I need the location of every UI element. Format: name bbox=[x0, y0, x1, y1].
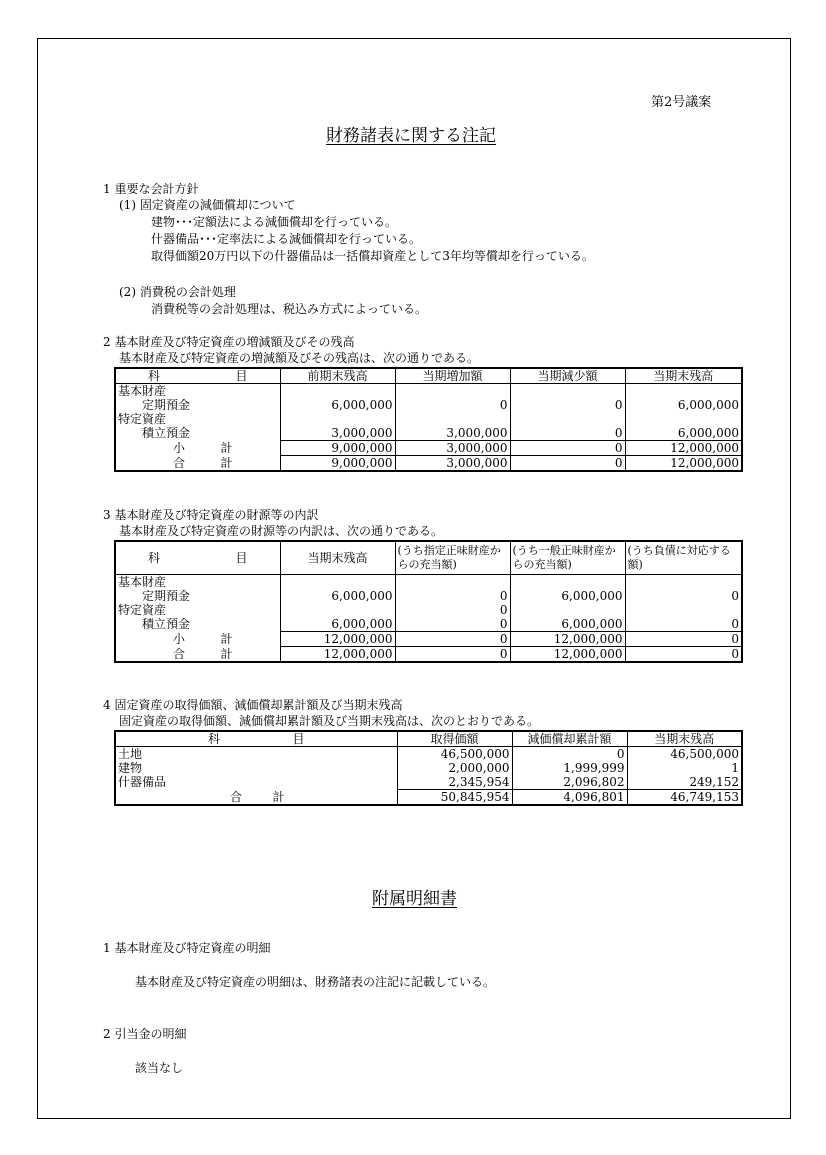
table-asset-sources bbox=[114, 540, 743, 663]
section-1-line4: 消費税等の会計処理は、税込み方式によっている。 bbox=[151, 302, 428, 316]
header-acquisition: 取得価額 bbox=[397, 731, 512, 747]
header-subject: 科 目 bbox=[115, 541, 280, 575]
header-end-balance: 当期末残高 bbox=[280, 541, 395, 575]
header-prev-balance: 前期末残高 bbox=[280, 368, 395, 384]
table-fixed-assets bbox=[114, 730, 743, 806]
header-general: (うち一般正味財産からの充当額) bbox=[510, 541, 625, 575]
table-row: 特定資産 bbox=[115, 412, 742, 426]
header-increase: 当期増加額 bbox=[395, 368, 510, 384]
table-header-row bbox=[115, 541, 742, 575]
table-row: 建物 2,000,000 1,999,999 1 bbox=[115, 761, 742, 775]
table-header-row bbox=[115, 731, 742, 747]
table-row: 基本財産 bbox=[115, 575, 742, 590]
table-row: 積立預金 3,000,000 3,000,000 0 6,000,000 bbox=[115, 426, 742, 441]
section-2-heading: 2 基本財産及び特定資産の増減額及びその残高 bbox=[103, 335, 355, 349]
appendix-2-text: 該当なし bbox=[135, 1061, 184, 1075]
header-liability: (うち負債に対応する額) bbox=[625, 541, 742, 575]
total-row: 合 計 50,845,954 4,096,801 46,749,153 bbox=[115, 790, 742, 806]
section-1-line3: 取得価額20万円以下の什器備品は一括償却資産として3年均等償却を行っている。 bbox=[151, 249, 594, 263]
header-subject: 科 目 bbox=[115, 731, 397, 747]
total-row: 合 計 9,000,000 3,000,000 0 12,000,000 bbox=[115, 456, 742, 472]
section-4-heading: 4 固定資産の取得価額、減価償却累計額及び当期末残高 bbox=[103, 698, 403, 712]
section-3-intro: 基本財産及び特定資産の財源等の内訳は、次の通りである。 bbox=[119, 524, 444, 538]
header-subject: 科 目 bbox=[115, 368, 280, 384]
table-row: 土地 46,500,000 0 46,500,000 bbox=[115, 747, 742, 762]
subtotal-row: 小 計 12,000,000 0 12,000,000 0 bbox=[115, 632, 742, 647]
section-1-heading: 1 重要な会計方針 bbox=[103, 182, 199, 196]
agenda-number: 第2号議案 bbox=[651, 95, 712, 110]
header-end-balance: 当期末残高 bbox=[625, 368, 742, 384]
table-row: 特定資産 0 bbox=[115, 603, 742, 617]
table-row: 基本財産 bbox=[115, 384, 742, 399]
appendix-title: 附属明細書 bbox=[372, 889, 457, 909]
appendix-1-text: 基本財産及び特定資産の明細は、財務諸表の注記に記載している。 bbox=[135, 975, 496, 989]
section-1-sub1: (1) 固定資産の減価償却について bbox=[119, 198, 296, 212]
subtotal-row: 小 計 9,000,000 3,000,000 0 12,000,000 bbox=[115, 441, 742, 456]
page-title: 財務諸表に関する注記 bbox=[326, 126, 496, 146]
table-row: 定期預金 6,000,000 0 6,000,000 0 bbox=[115, 589, 742, 603]
section-3-heading: 3 基本財産及び特定資産の財源等の内訳 bbox=[103, 508, 319, 522]
section-1-line2: 什器備品･･･定率法による減価償却を行っている。 bbox=[151, 232, 422, 246]
section-2-intro: 基本財産及び特定資産の増減額及びその残高は、次の通りである。 bbox=[119, 351, 480, 365]
table-asset-changes bbox=[114, 367, 743, 472]
table-row: 積立預金 6,000,000 0 6,000,000 0 bbox=[115, 617, 742, 632]
section-4-intro: 固定資産の取得価額、減価償却累計額及び当期末残高は、次のとおりである。 bbox=[119, 714, 540, 728]
table-row: 定期預金 6,000,000 0 0 6,000,000 bbox=[115, 398, 742, 412]
appendix-1-heading: 1 基本財産及び特定資産の明細 bbox=[103, 941, 271, 955]
appendix-2-heading: 2 引当金の明細 bbox=[103, 1027, 187, 1041]
header-decrease: 当期減少額 bbox=[510, 368, 625, 384]
table-row: 什器備品 2,345,954 2,096,802 249,152 bbox=[115, 775, 742, 790]
total-row: 合 計 12,000,000 0 12,000,000 0 bbox=[115, 647, 742, 663]
section-1-line1: 建物･･･定額法による減価償却を行っている。 bbox=[151, 215, 398, 229]
header-end-balance: 当期末残高 bbox=[627, 731, 742, 747]
section-1-sub2: (2) 消費税の会計処理 bbox=[119, 285, 236, 299]
header-designated: (うち指定正味財産からの充当額) bbox=[395, 541, 510, 575]
header-depreciation: 減価償却累計額 bbox=[512, 731, 627, 747]
table-header-row bbox=[115, 368, 742, 384]
